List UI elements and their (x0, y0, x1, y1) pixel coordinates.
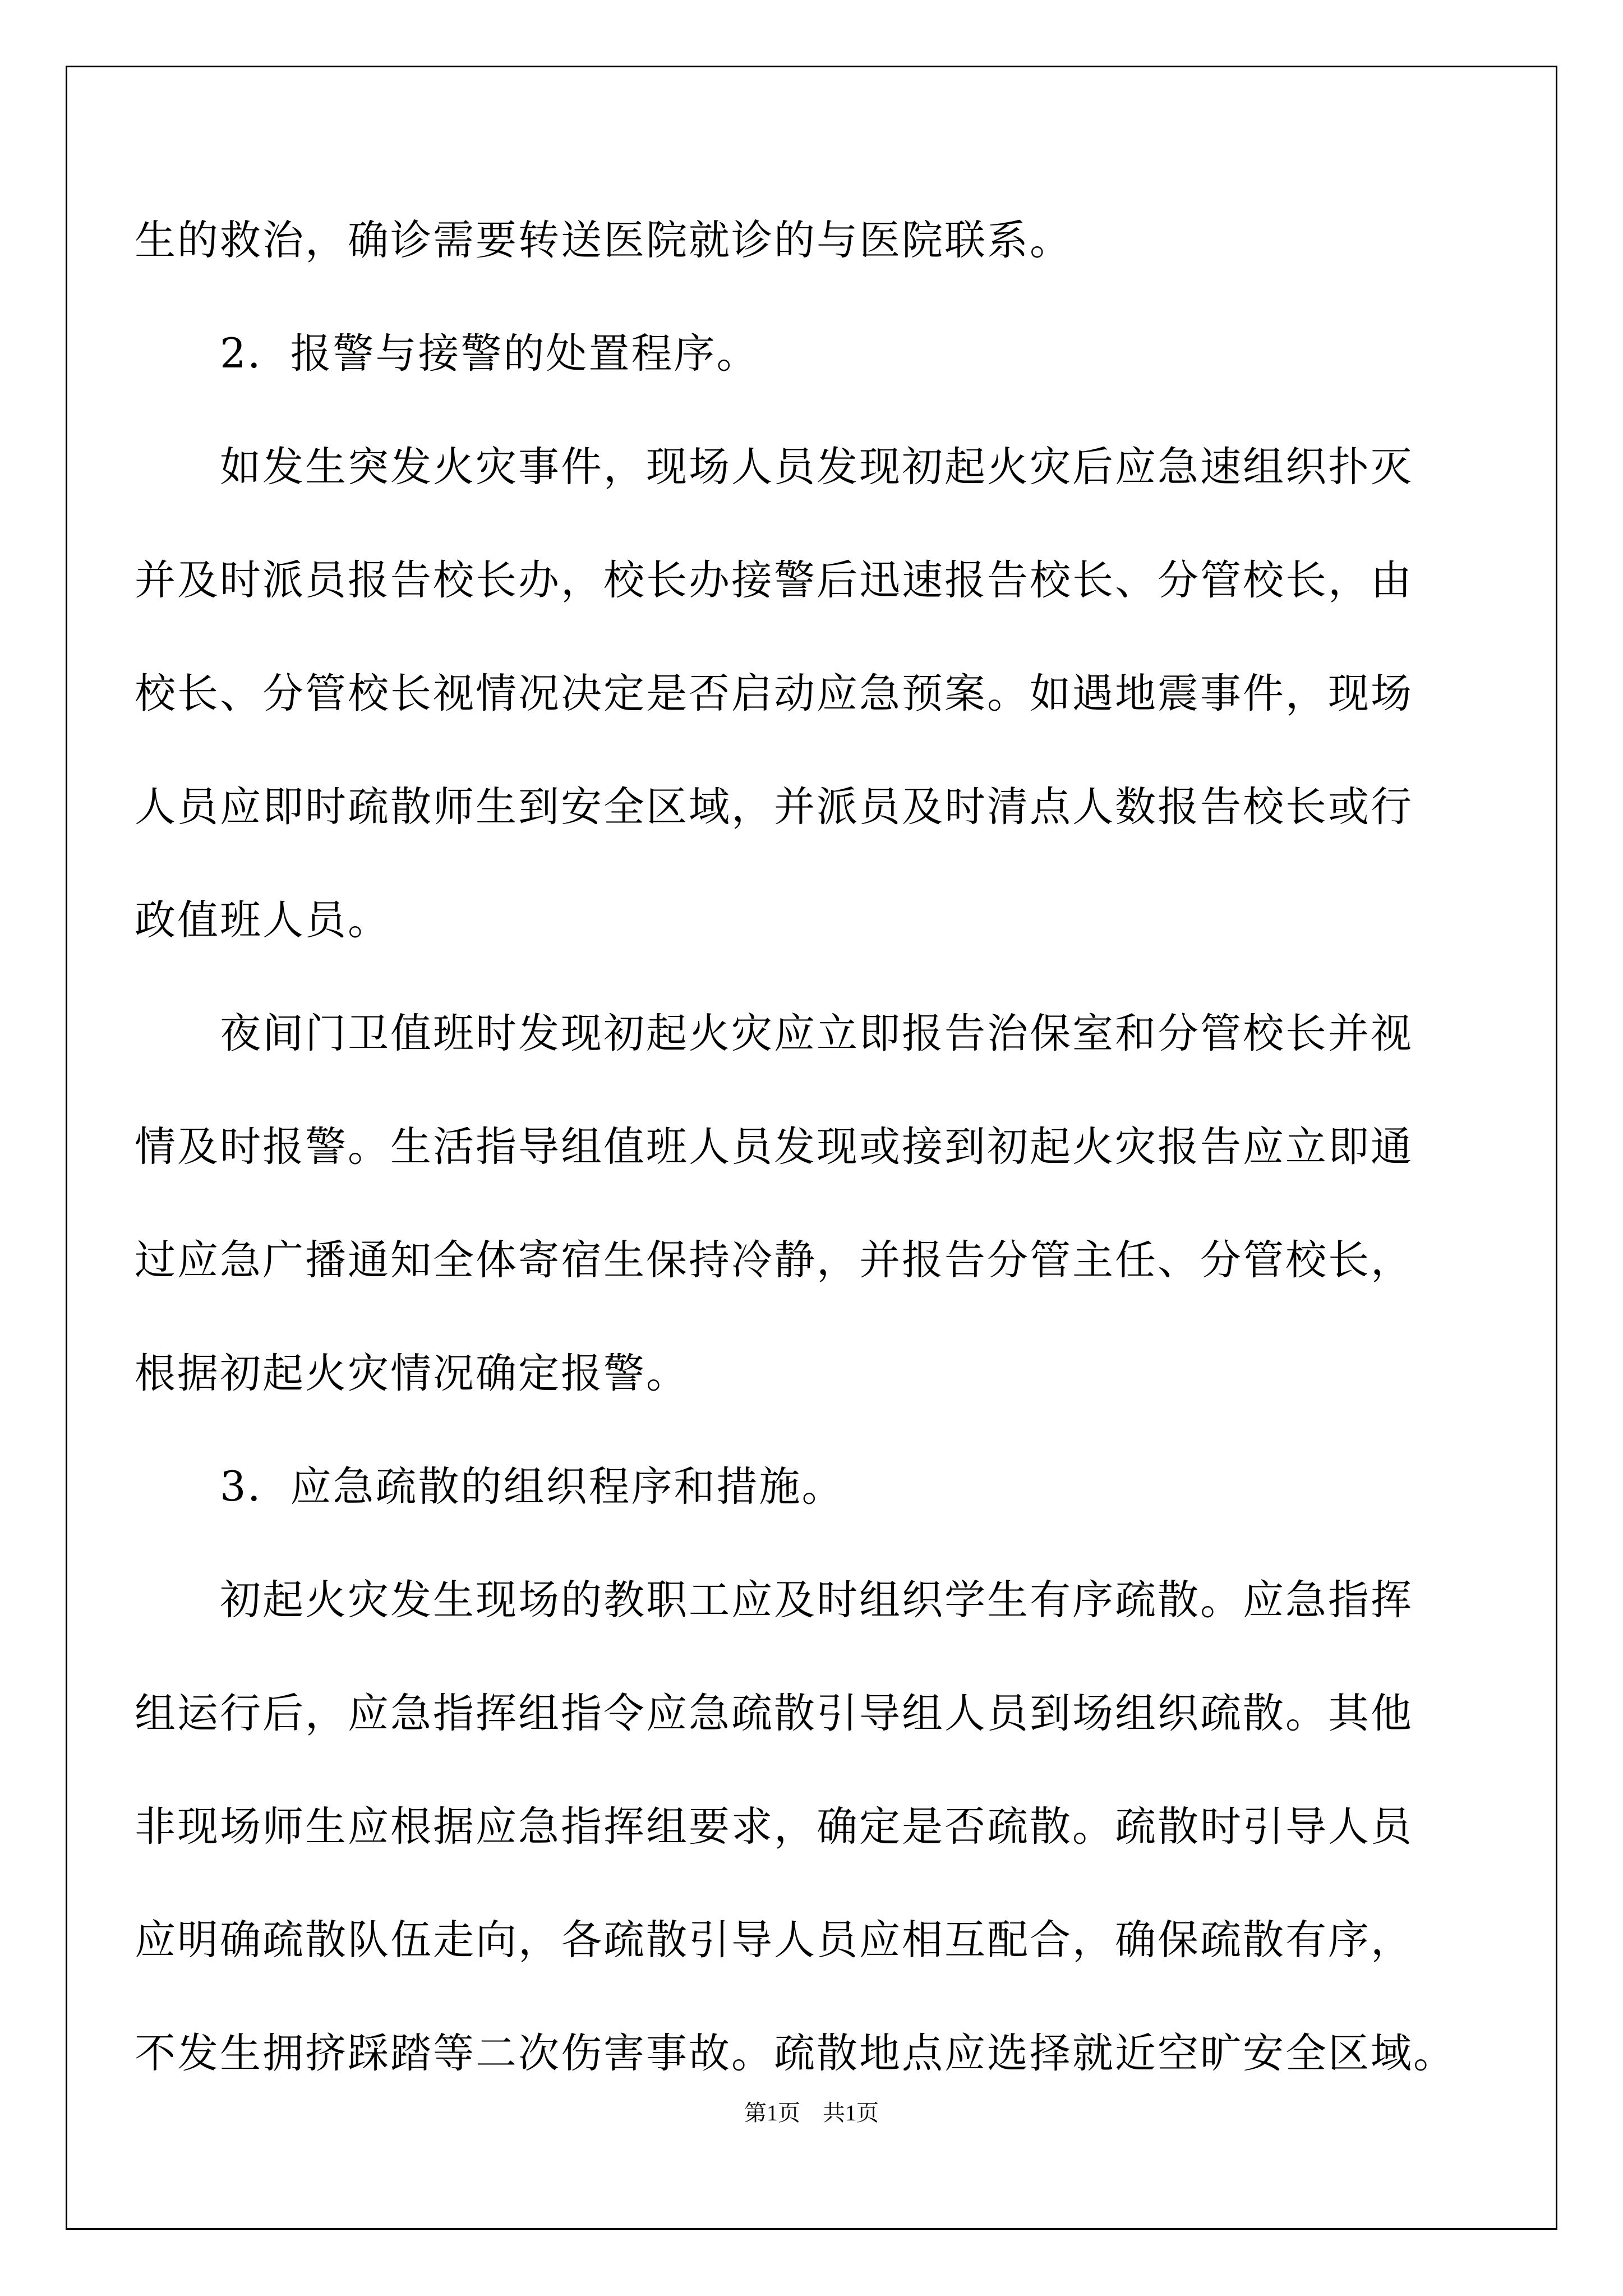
text-line: 夜间门卫值班时发现初起火灾应立即报告治保室和分管校长并视 (135, 1010, 1413, 1057)
text-line: 生的救治，确诊需要转送医院就诊的与医院联系。 (135, 217, 1072, 264)
text-line: 初起火灾发生现场的教职工应及时组织学生有序疏散。应急指挥 (135, 1576, 1413, 1624)
text-line: 如发生突发火灾事件，现场人员发现初起火灾后应急速组织扑灭 (135, 443, 1413, 491)
text-line: 非现场师生应根据应急指挥组要求，确定是否疏散。疏散时引导人员 (135, 1803, 1413, 1851)
text-line: 2．报警与接警的处置程序。 (135, 330, 759, 378)
text-line: 不发生拥挤踩踏等二次伤害事故。疏散地点应选择就近空旷安全区域。 (135, 2030, 1456, 2077)
text-line: 校长、分管校长视情况决定是否启动应急预案。如遇地震事件，现场 (135, 670, 1413, 717)
text-line: 并及时派员报告校长办，校长办接警后迅速报告校长、分管校长，由 (135, 556, 1413, 604)
text-line: 3．应急疏散的组织程序和措施。 (135, 1463, 845, 1511)
page-number-footer: 第1页 共1页 (744, 2100, 879, 2125)
text-line: 组运行后，应急指挥组指令应急疏散引导组人员到场组织疏散。其他 (135, 1690, 1413, 1737)
text-line: 应明确疏散队伍走向，各疏散引导人员应相互配合，确保疏散有序， (135, 1916, 1413, 1964)
text-line: 人员应即时疏散师生到安全区域，并派员及时清点人数报告校长或行 (135, 783, 1413, 831)
text-line: 情及时报警。生活指导组值班人员发现或接到初起火灾报告应立即通 (135, 1123, 1413, 1171)
text-line: 政值班人员。 (135, 896, 390, 944)
text-line: 根据初起火灾情况确定报警。 (135, 1350, 689, 1397)
text-line: 过应急广播通知全体寄宿生保持冷静，并报告分管主任、分管校长， (135, 1236, 1413, 1284)
